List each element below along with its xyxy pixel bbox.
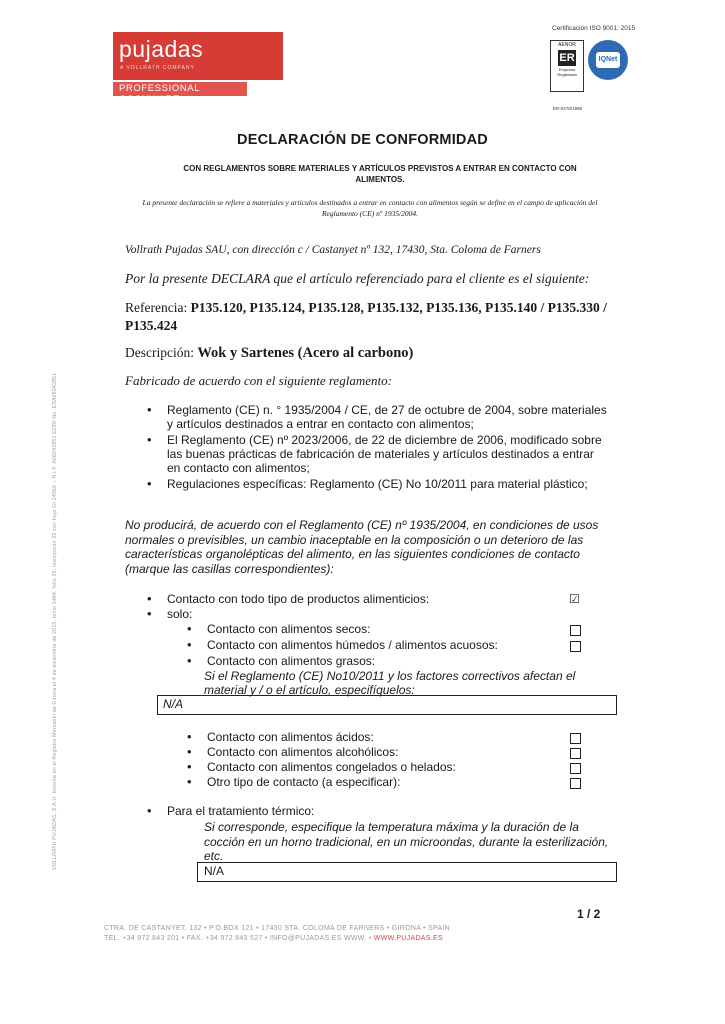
logo-red-box [113,32,283,80]
fabricado-heading: Fabricado de acuerdo con el siguiente reglamento: [125,373,392,388]
checkbox-humedos[interactable] [570,641,581,652]
registry-sidebar-text: VOLLRATH PUJADAS, S.A.U. Inscrita en el Registro Mercantil de Girona el 4 de diciembre de 2015, tomo 1484, folio 35, inscripción 22 con hoja GI-24966 – N.I.F. A08242851 EORI No. ESA08242851 [52,372,58,870]
intro-text: La presente declaración se refiere a materiales y artículos destinados a entrar en contacto con alimentos según se define en el campo de aplicación del Reglamento (CE) nº 1935/2004. [142,198,598,218]
aenor-sub2: Registrada [557,72,577,77]
condition-congelados: • Contacto con alimentos congelados o helados: [207,760,456,774]
certification-title: Certificación ISO 9001: 2015 [552,25,636,32]
termico-specify-field[interactable] [197,862,617,882]
iqnet-label: IQNet [596,52,620,68]
iqnet-seal [588,40,628,80]
reference-label: Referencia: [125,300,191,315]
page-number: 1 / 2 [577,907,601,921]
footer-contact [104,935,443,942]
document-subtitle: CON REGLAMENTOS SOBRE MATERIALES Y ARTÍCULOS PREVISTOS A ENTRAR EN CONTACTO CON ALIMENTOS. [183,164,577,184]
checkbox-todo[interactable]: ☑ [569,592,580,606]
regulation-item: • Reglamento (CE) n. ° 1935/2004 / CE, de 27 de octubre de 2004, sobre materiales y artículos destinados a entrar en contacto con alimentos; [167,403,607,431]
document-title: DECLARACIÓN DE CONFORMIDAD [237,132,488,148]
logo-band-text: PROFESSIONAL COOKWARE [119,83,200,105]
condition-label: Contacto con todo tipo de productos alimenticios: [167,592,430,606]
grasos-specify-field[interactable] [157,695,617,715]
condition-alcoholicos: • Contacto con alimentos alcohólicos: [207,745,398,759]
declaration-statement: Por la presente DECLARA que el artículo referenciado para el cliente es el siguiente: [125,271,590,286]
regulation-item: • Regulaciones específicas: Reglamento (CE) No 10/2011 para material plástico; [167,477,607,491]
no-producira-paragraph: No producirá, de acuerdo con el Reglamento (CE) nº 1935/2004, en condiciones de usos normales o previsibles, un cambio inaceptable en la composición o un deterioro de las características organolépticas del alimento, en las siguientes condiciones de contacto (marque las casillas correspondientes): [125,518,599,576]
aenor-code: ER-0478/1998 [553,106,583,111]
description-line [125,345,413,362]
reference-line [125,299,615,335]
footer-website-link[interactable]: WWW.PUJADAS.ES [373,935,443,942]
logo-band [113,82,247,105]
condition-acidos: • Contacto con alimentos ácidos: [207,730,374,744]
condition-grasos: • Contacto con alimentos grasos: [207,654,375,668]
description-label: Descripción: [125,345,198,360]
checkbox-otro[interactable] [570,778,581,789]
termico-specify-value: N/A [204,864,225,878]
footer-phones: TEL. +34 972 843 201 • FAX. +34 972 843 527 • INFO@PUJADAS.ES WWW. • [104,935,374,942]
company-logo [113,32,283,105]
reference-value: P135.120, P135.124, P135.128, P135.132, P135.136, P135.140 / P135.330 / P135.424 [125,300,607,333]
description-value: Wok y Sartenes (Acero al carbono) [197,345,414,361]
aenor-label: AENOR [558,42,576,48]
logo-brand: pujadas [119,36,204,62]
logo-tagline: A VOLLRATH COMPANY [120,65,195,71]
condition-termico: • Para el tratamiento térmico: [167,804,314,818]
checkbox-alcoholicos[interactable] [570,748,581,759]
termico-note: Si corresponde, especifique la temperatura máxima y la duración de la cocción en un horno tradicional, en un microondas, durante la esterilización, etc. [204,820,609,863]
aenor-sub1: Empresa [558,67,575,72]
regulation-item: • El Reglamento (CE) nº 2023/2006, de 22 de diciembre de 2006, modificado sobre las buenas prácticas de fabricación de materiales y artículos destinados a entrar en contacto con alimentos; [167,433,607,475]
checkbox-acidos[interactable] [570,733,581,744]
grasos-specify-value: N/A [163,697,184,711]
checkbox-secos[interactable] [570,625,581,636]
checkbox-congelados[interactable] [570,763,581,774]
footer-address: CTRA. DE CASTANYET, 132 • P.O.BOX 121 • 17430 STA. COLOMA DE FARNERS • GIRONA • SPAIN [104,925,450,932]
condition-otro: • Otro tipo de contacto (a especificar): [207,775,400,789]
condition-solo: • solo: [167,607,192,621]
condition-humedos: • Contacto con alimentos húmedos / alimentos acuosos: [207,638,498,652]
aenor-seal [550,40,584,92]
aenor-mark: ER [559,52,575,64]
condition-secos: • Contacto con alimentos secos: [207,622,370,636]
grasos-note: Si el Reglamento (CE) No10/2011 y los factores correctivos afectan el material y / o el artículo, especifíquelos: [204,669,576,697]
condition-todo [167,592,429,606]
company-address: Vollrath Pujadas SAU, con dirección c / Castanyet nº 132, 17430, Sta. Coloma de Farners [125,244,541,256]
